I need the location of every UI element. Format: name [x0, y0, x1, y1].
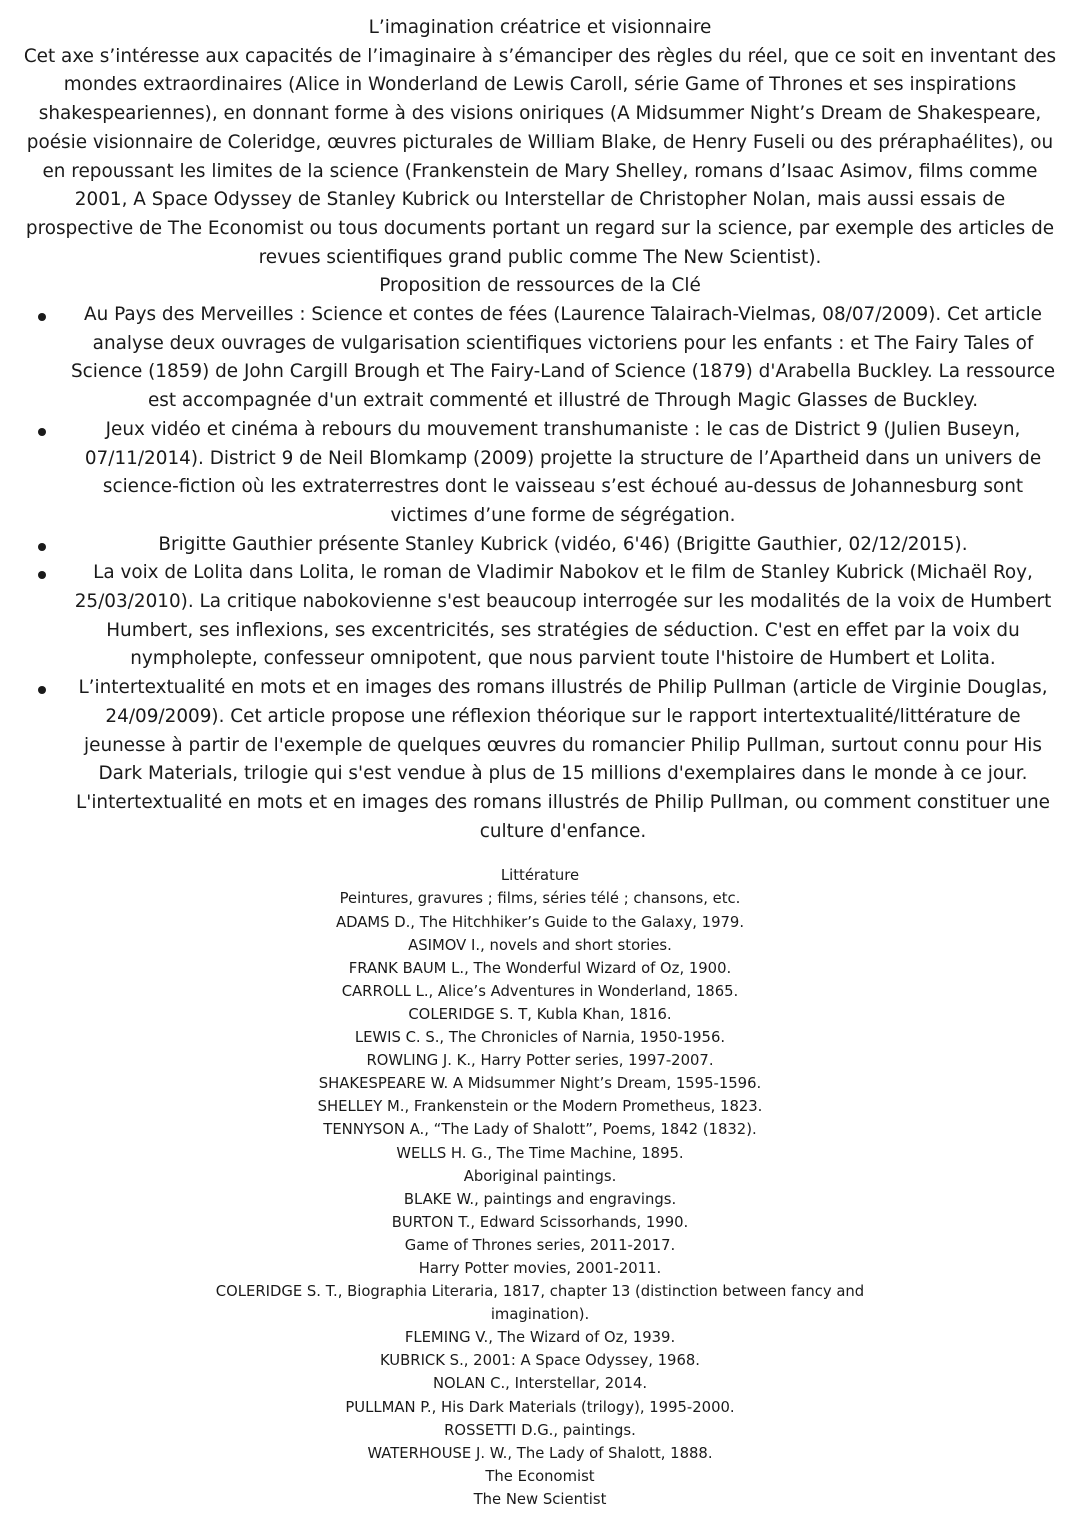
resource-text: La voix de Lolita dans Lolita, le roman de Vladimir Nabokov et le film de Stanley Kubrick (Michaël Roy, 25/03/2010). La critique nabokovienne s'est beaucoup interrogée sur les modalités de la voix de Humbert Humbert, ses inflexions, ses excentricités, ses stratégies de séduction. C'est en effet par la voix du nympholepte, confesseur omnipotent, que nous parvient toute l'histoire de Humbert et Lolita. [74, 562, 1052, 670]
reference-item: NOLAN C., Interstellar, 2014. [432, 1375, 648, 1393]
reference-item: Aboriginal paintings. [463, 1167, 617, 1185]
reference-item: Game of Thrones series, 2011-2017. [404, 1236, 676, 1254]
resources-list [22, 301, 1058, 846]
references-section [22, 864, 1058, 1511]
reference-item: FLEMING V., The Wizard of Oz, 1939. [404, 1329, 676, 1347]
reference-item: PULLMAN P., His Dark Materials (trilogy), 1995-2000. [345, 1398, 735, 1416]
reference-item: WATERHOUSE J. W., The Lady of Shalott, 1888. [367, 1444, 713, 1462]
reference-item: BLAKE W., paintings and engravings. [403, 1190, 677, 1208]
reference-item: KUBRICK S., 2001: A Space Odyssey, 1968. [380, 1352, 700, 1370]
reference-item: ASIMOV I., novels and short stories. [408, 936, 672, 954]
resource-item [22, 416, 1058, 531]
resource-text: L’intertextualité en mots et en images des romans illustrés de Philip Pullman (article de Virginie Douglas, 24/09/2009). Cet article propose une réflexion théorique sur le rapport intertextualité/littérature de jeunesse à partir de l'exemple de quelques œuvres du romancier Philip Pullman, surtout connu pour His Dark Materials, trilogie qui s'est vendue à plus de 15 millions d'exemplaires dans le monde à ce jour. L'intertextualité en mots et en images des romans illustrés de Philip Pullman, ou comment constituer une culture d'enfance. [76, 677, 1050, 842]
reference-item: BURTON T., Edward Scissorhands, 1990. [391, 1213, 689, 1231]
references-subheading: Peintures, gravures ; films, séries télé ; chansons, etc. [339, 890, 741, 908]
resource-item [22, 559, 1058, 674]
bullet-icon [38, 428, 46, 436]
reference-item: FRANK BAUM L., The Wonderful Wizard of Oz, 1900. [348, 959, 732, 977]
reference-item: ROSSETTI D.G., paintings. [444, 1421, 636, 1439]
reference-item: CARROLL L., Alice’s Adventures in Wonderland, 1865. [341, 982, 739, 1000]
reference-item: COLERIDGE S. T., Biographia Literaria, 1817, chapter 13 (distinction between fancy and imagination). [215, 1283, 865, 1324]
reference-item: LEWIS C. S., The Chronicles of Narnia, 1950-1956. [354, 1029, 726, 1047]
reference-item: SHAKESPEARE W. A Midsummer Night’s Dream, 1595-1596. [318, 1075, 762, 1093]
bullet-icon [38, 543, 46, 551]
section-body [22, 14, 1058, 846]
bullet-icon [38, 686, 46, 694]
reference-item: ADAMS D., The Hitchhiker’s Guide to the Galaxy, 1979. [335, 913, 745, 931]
resource-item [22, 674, 1058, 846]
resource-item [22, 301, 1058, 416]
section-intro: Cet axe s’intéresse aux capacités de l’imaginaire à s’émanciper des règles du réel, que ce soit en inventant des mondes extraordinaires (Alice in Wonderland de Lewis Caroll, série Game of Thrones et ses inspirations shakespeariennes), en donnant forme à des visions oniriques (A Midsummer Night’s Dream de Shakespeare, poésie visionnaire de Coleridge, œuvres picturales de William Blake, de Henry Fuseli ou des préraphaélites), ou en repoussant les limites de la science (Frankenstein de Mary Shelley, romans d’Isaac Asimov, films comme 2001, A Space Odyssey de Stanley Kubrick ou Interstellar de Christopher Nolan, mais aussi essais de prospective de The Economist ou tous documents portant un regard sur la science, par exemple des articles de revues scientifiques grand public comme The New Scientist). [23, 45, 1057, 268]
reference-item: WELLS H. G., The Time Machine, 1895. [396, 1144, 684, 1162]
reference-item: Harry Potter movies, 2001-2011. [418, 1259, 662, 1277]
resource-item [22, 531, 1058, 560]
reference-item: COLERIDGE S. T, Kubla Khan, 1816. [408, 1005, 672, 1023]
reference-item: TENNYSON A., “The Lady of Shalott”, Poems, 1842 (1832). [323, 1121, 757, 1139]
reference-item: SHELLEY M., Frankenstein or the Modern Prometheus, 1823. [317, 1098, 763, 1116]
bullet-icon [38, 571, 46, 579]
reference-item: The New Scientist [473, 1490, 607, 1508]
resource-text: Brigitte Gauthier présente Stanley Kubrick (vidéo, 6'46) (Brigitte Gauthier, 02/12/2015). [158, 533, 968, 555]
references-heading: Littérature [500, 867, 580, 885]
reference-item: The Economist [485, 1467, 595, 1485]
resource-text: Au Pays des Merveilles : Science et contes de fées (Laurence Talairach-Vielmas, 08/07/2009). Cet article analyse deux ouvrages de vulgarisation scientifiques victoriens pour les enfants : et The Fairy Tales of Science (1859) de John Cargill Brough et The Fairy-Land of Science (1879) d'Arabella Buckley. La ressource est accompagnée d'un extrait commenté et illustré de Through Magic Glasses de Buckley. [70, 304, 1056, 412]
reference-item: ROWLING J. K., Harry Potter series, 1997-2007. [366, 1052, 714, 1070]
references-list [210, 911, 870, 1511]
resources-heading: Proposition de ressources de la Clé [379, 275, 701, 297]
section-title: L’imagination créatrice et visionnaire [368, 17, 712, 38]
bullet-icon [38, 313, 46, 321]
resource-text: Jeux vidéo et cinéma à rebours du mouvement transhumaniste : le cas de District 9 (Julien Buseyn, 07/11/2014). District 9 de Neil Blomkamp (2009) projette la structure de l’Apartheid dans un univers de science-fiction où les extraterrestres dont le vaisseau s’est échoué au-dessus de Johannesburg sont victimes d’une forme de ségrégation. [84, 418, 1042, 526]
